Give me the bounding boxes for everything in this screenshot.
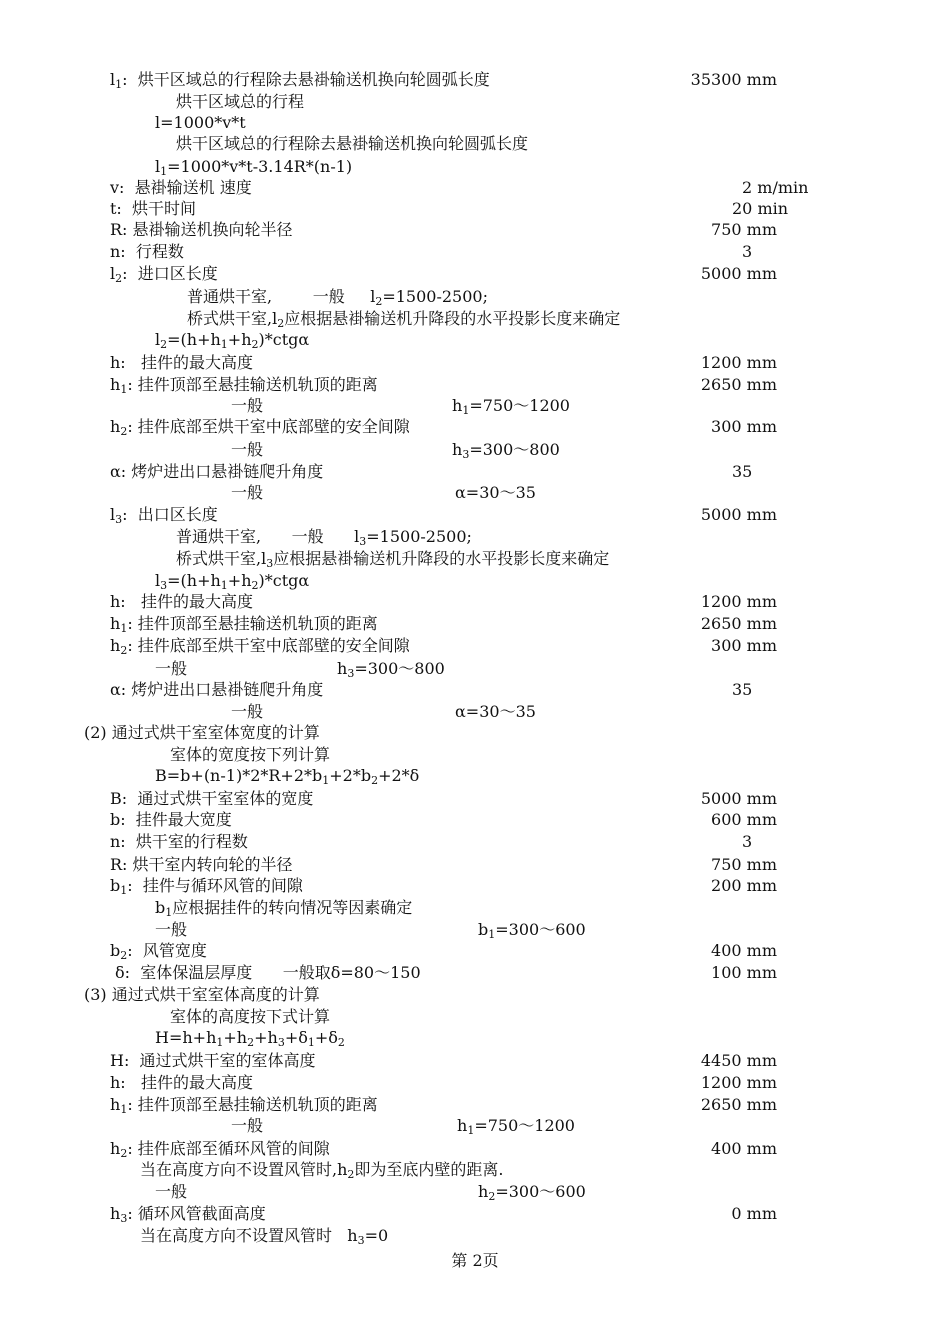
value-cell: 1200 mm (700, 592, 777, 611)
text-line: 一般 (155, 920, 188, 939)
text-line: 一般 (231, 396, 264, 415)
range-note: α=30～35 (455, 702, 536, 721)
value-cell: 4450 mm (700, 1051, 777, 1070)
text-line: α: 烤炉进出口悬褂链爬升角度 (110, 680, 324, 699)
text-line: (3) 通过式烘干室室体高度的计算 (84, 985, 320, 1004)
text-line: (2) 通过式烘干室室体宽度的计算 (84, 723, 320, 742)
value-cell: 2650 mm (700, 614, 777, 633)
text-line: B: 通过式烘干室室体的宽度 (110, 789, 314, 808)
range-note: $h_2=300\sim 600$ (478, 1182, 586, 1203)
text-line: b: 挂件最大宽度 (110, 810, 232, 829)
text-line: $b_2$: 风管宽度 (110, 941, 207, 962)
value-cell: 20 min (732, 199, 789, 218)
value-cell: 600 mm (711, 810, 777, 829)
value-cell: 35300 mm (690, 70, 777, 89)
text-line: $h_2$: 挂件底部至循环风管的间隙 (110, 1139, 330, 1160)
text-line: 桥式烘干室$,l_3$应根据悬褂输送机升降段的水平投影长度来确定 (176, 549, 610, 570)
value-cell: 5000 mm (700, 264, 777, 283)
text-line: $B=b+(n-1)*2*R+2*b_1+2*b_2+2*\delta$ (155, 766, 420, 787)
value-cell: 300 mm (711, 417, 777, 436)
page-number: 第 2页 (451, 1251, 499, 1270)
text-line: $h_1$: 挂件顶部至悬挂输送机轨顶的距离 (110, 375, 378, 396)
text-line: 一般 (231, 483, 264, 502)
text-line: 一般 (231, 440, 264, 459)
value-cell: 2 m/min (742, 178, 809, 197)
text-line: 烘干区域总的行程除去悬褂输送机换向轮圆弧长度 (176, 134, 529, 153)
text-line: 一般 (231, 702, 264, 721)
text-line: 一般 (155, 1182, 188, 1201)
text-line: t: 烘干时间 (110, 199, 196, 218)
value-cell: 100 mm (711, 963, 777, 982)
text-line: 烘干区域总的行程 (176, 92, 305, 111)
value-cell: 1200 mm (700, 1073, 777, 1092)
text-line: R: 悬褂输送机换向轮半径 (110, 220, 293, 239)
text-line: l=1000*v*t (155, 113, 246, 132)
text-line: 当在高度方向不设置风管时$,h_2$即为至底内壁的距离. (140, 1160, 504, 1181)
text-line: 室体的高度按下式计算 (170, 1007, 331, 1026)
text-line: h: 挂件的最大高度 (110, 1073, 253, 1092)
text-line: h: 挂件的最大高度 (110, 592, 253, 611)
text-line: $h_2$: 挂件底部至烘干室中底部壁的安全间隙 (110, 636, 410, 657)
text-line: h: 挂件的最大高度 (110, 353, 253, 372)
text-line: 一般 (155, 659, 188, 678)
text-line: 室体的宽度按下列计算 (170, 745, 331, 764)
range-note: $h_3=300\sim 800$ (337, 659, 445, 680)
range-note: $h_1=750\sim 1200$ (452, 396, 570, 417)
value-cell: 400 mm (711, 1139, 777, 1158)
range-note: $b_1=300\sim 600$ (478, 920, 586, 941)
value-cell: 300 mm (711, 636, 777, 655)
text-line: $H=h+h_1+h_2+h_3+\delta_1+\delta_2$ (155, 1028, 345, 1049)
range-note: α=30～35 (455, 483, 536, 502)
text-line: $h_1$: 挂件顶部至悬挂输送机轨顶的距离 (110, 614, 378, 635)
value-cell: 5000 mm (700, 789, 777, 808)
value-cell: 3 (742, 832, 753, 851)
value-cell: 200 mm (711, 876, 777, 895)
value-cell: 35 (732, 462, 753, 481)
value-cell: 750 mm (711, 220, 777, 239)
text-line: H: 通过式烘干室的室体高度 (110, 1051, 316, 1070)
text-line: n: 行程数 (110, 242, 184, 261)
text-line: δ: 室体保温层厚度 一般取δ=80～150 (115, 963, 421, 982)
text-line: $l_2$: 进口区长度 (110, 264, 218, 285)
value-cell: 750 mm (711, 855, 777, 874)
value-cell: 2650 mm (700, 375, 777, 394)
text-line: $l_1$: 烘干区域总的行程除去悬褂输送机换向轮圆弧长度 (110, 70, 490, 91)
text-line: $l_3=(h+h_1+h_2)*ctg\alpha$ (155, 571, 310, 592)
range-note: $h_1=750\sim 1200$ (457, 1116, 575, 1137)
text-line: v: 悬褂输送机 速度 (110, 178, 252, 197)
text-line: $h_2$: 挂件底部至烘干室中底部壁的安全间隙 (110, 417, 410, 438)
text-line: $b_1$: 挂件与循环风管的间隙 (110, 876, 303, 897)
value-cell: 1200 mm (700, 353, 777, 372)
value-cell: 35 (732, 680, 753, 699)
text-line: $b_1$应根据挂件的转向情况等因素确定 (155, 898, 413, 919)
value-cell: 2650 mm (700, 1095, 777, 1114)
text-line: 普通烘干室, 一般 $l_2=1500-2500$; (187, 287, 488, 308)
value-cell: 400 mm (711, 941, 777, 960)
text-line: 桥式烘干室$,l_2$应根据悬褂输送机升降段的水平投影长度来确定 (187, 309, 621, 330)
value-cell: 5000 mm (700, 505, 777, 524)
text-line: $l_3$: 出口区长度 (110, 505, 218, 526)
text-line: 一般 (231, 1116, 264, 1135)
text-line: 普通烘干室, 一般 $l_3=1500-2500$; (176, 527, 472, 548)
text-line: α: 烤炉进出口悬褂链爬升角度 (110, 462, 324, 481)
text-line: $h_1$: 挂件顶部至悬挂输送机轨顶的距离 (110, 1095, 378, 1116)
range-note: $h_3=300\sim 800$ (452, 440, 560, 461)
text-line: $l_1=1000*v*t-3.14R*(n-1)$ (155, 157, 353, 178)
value-cell: 3 (742, 242, 753, 261)
text-line: n: 烘干室的行程数 (110, 832, 248, 851)
text-line: R: 烘干室内转向轮的半径 (110, 855, 293, 874)
text-line: $h_3$: 循环风管截面高度 (110, 1204, 266, 1225)
text-line: 当在高度方向不设置风管时 $h_3=0$ (140, 1226, 389, 1247)
text-line: $l_2=(h+h_1+h_2)*ctg\alpha$ (155, 330, 310, 351)
value-cell: 0 mm (731, 1204, 777, 1223)
